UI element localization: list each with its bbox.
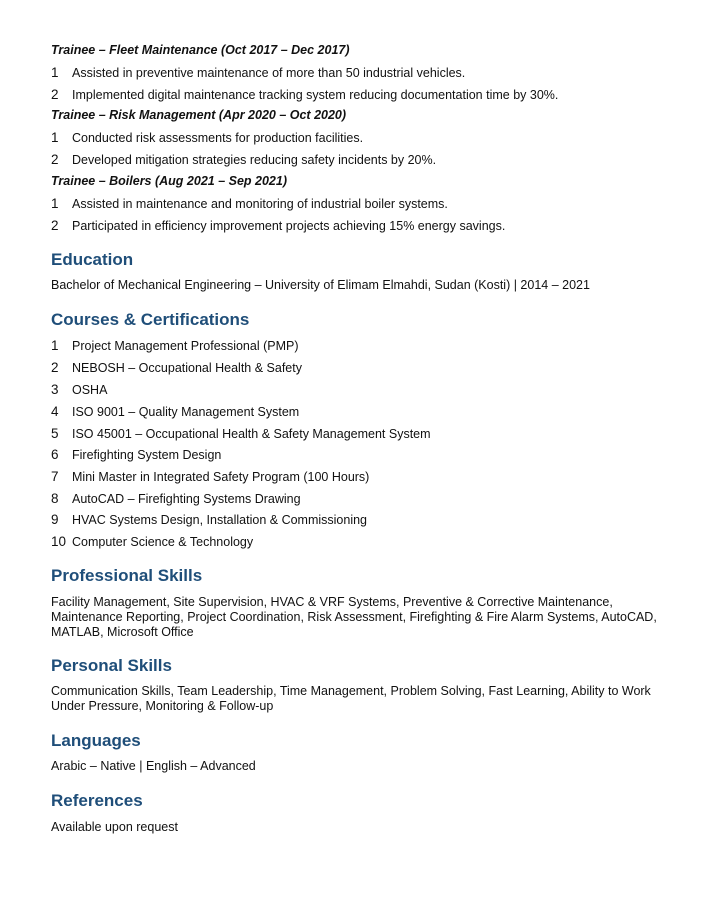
languages-text: Arabic – Native | English – Advanced bbox=[51, 759, 256, 773]
list-item bbox=[0, 447, 720, 465]
list-item bbox=[0, 65, 720, 83]
list-text: Participated in efficiency improvement projects achieving 15% energy savings. bbox=[72, 219, 506, 233]
list-item bbox=[0, 196, 720, 214]
experience-role-risk: Trainee – Risk Management (Apr 2020 – Oct 2020) bbox=[51, 108, 347, 122]
experience-role-fleet: Trainee – Fleet Maintenance (Oct 2017 – Dec 2017) bbox=[51, 43, 350, 57]
list-number: 2 bbox=[51, 87, 59, 102]
list-text: Mini Master in Integrated Safety Program (100 Hours) bbox=[72, 470, 370, 484]
list-item bbox=[0, 491, 720, 509]
references-heading: References bbox=[51, 791, 143, 810]
list-item bbox=[0, 426, 720, 444]
list-number: 4 bbox=[51, 404, 59, 419]
list-text: AutoCAD – Firefighting Systems Drawing bbox=[72, 492, 301, 506]
list-text: Implemented digital maintenance tracking system reducing documentation time by 30%. bbox=[72, 88, 559, 102]
professional-skills-text: Facility Management, Site Supervision, HVAC & VRF Systems, Preventive & Corrective Maintenance, Maintenance Reporting, Project Coordination, Risk Assessment, Firefighting & Fire Alarm Systems, AutoCAD, MATLAB, Microsoft Office bbox=[51, 595, 657, 639]
list-number: 5 bbox=[51, 426, 59, 441]
list-text: ISO 9001 – Quality Management System bbox=[72, 405, 300, 419]
list-item bbox=[0, 404, 720, 422]
list-number: 1 bbox=[51, 338, 59, 353]
references-text: Available upon request bbox=[51, 820, 178, 834]
list-number: 1 bbox=[51, 196, 59, 211]
list-number: 9 bbox=[51, 512, 59, 527]
list-item bbox=[0, 512, 720, 530]
courses-heading: Courses & Certifications bbox=[51, 310, 250, 329]
list-text: Project Management Professional (PMP) bbox=[72, 339, 299, 353]
list-text: HVAC Systems Design, Installation & Commissioning bbox=[72, 513, 368, 527]
list-item bbox=[0, 360, 720, 378]
list-text: Conducted risk assessments for production facilities. bbox=[72, 131, 364, 145]
list-number: 7 bbox=[51, 469, 59, 484]
list-text: OSHA bbox=[72, 383, 108, 397]
list-item bbox=[0, 534, 720, 552]
list-item bbox=[0, 382, 720, 400]
list-text: NEBOSH – Occupational Health & Safety bbox=[72, 361, 302, 375]
list-item bbox=[0, 338, 720, 356]
list-number: 1 bbox=[51, 130, 59, 145]
personal-skills-text: Communication Skills, Team Leadership, Time Management, Problem Solving, Fast Learning, Ability to Work Under Pressure, Monitoring & Follow-up bbox=[51, 684, 651, 713]
personal-skills-heading: Personal Skills bbox=[51, 656, 172, 675]
list-item bbox=[0, 218, 720, 236]
list-number: 6 bbox=[51, 447, 59, 462]
list-number: 2 bbox=[51, 360, 59, 375]
experience-role-boilers: Trainee – Boilers (Aug 2021 – Sep 2021) bbox=[51, 174, 287, 188]
education-heading: Education bbox=[51, 250, 134, 269]
list-text: Computer Science & Technology bbox=[72, 535, 254, 549]
list-text: Firefighting System Design bbox=[72, 448, 222, 462]
languages-heading: Languages bbox=[51, 731, 141, 750]
list-number: 8 bbox=[51, 491, 59, 506]
list-number: 2 bbox=[51, 218, 59, 233]
professional-skills-heading: Professional Skills bbox=[51, 566, 203, 585]
list-number: 1 bbox=[51, 65, 59, 80]
list-item bbox=[0, 130, 720, 148]
list-item bbox=[0, 469, 720, 487]
list-text: Assisted in maintenance and monitoring of industrial boiler systems. bbox=[72, 197, 448, 211]
list-number: 10 bbox=[51, 534, 67, 549]
list-number: 2 bbox=[51, 152, 59, 167]
education-text: Bachelor of Mechanical Engineering – University of Elimam Elmahdi, Sudan (Kosti) | 2014 – 2021 bbox=[51, 278, 590, 292]
list-text: Assisted in preventive maintenance of more than 50 industrial vehicles. bbox=[72, 66, 466, 80]
list-item bbox=[0, 87, 720, 105]
list-number: 3 bbox=[51, 382, 59, 397]
list-text: Developed mitigation strategies reducing safety incidents by 20%. bbox=[72, 153, 437, 167]
list-item bbox=[0, 152, 720, 170]
list-text: ISO 45001 – Occupational Health & Safety Management System bbox=[72, 427, 431, 441]
